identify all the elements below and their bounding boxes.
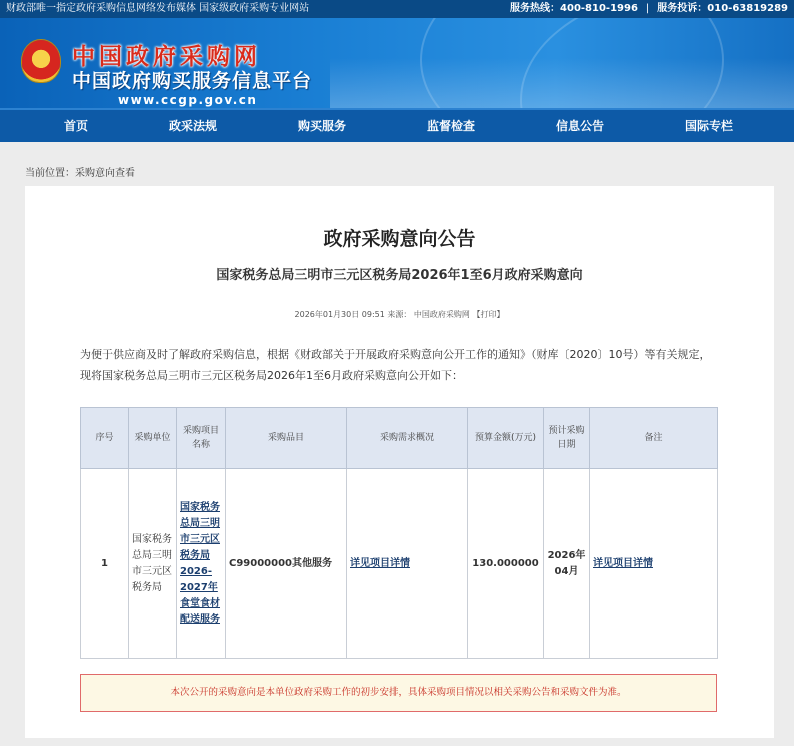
intent-table <box>80 407 718 659</box>
cell-budget: 130.000000 <box>468 469 544 659</box>
col-header-date: 预计采购日期 <box>544 408 590 469</box>
page-subtitle: 国家税务总局三明市三元区税务局2026年1至6月政府采购意向 <box>216 268 583 283</box>
contact-info: 服务热线：400-810-1996 | 服务投诉：010-63819289 <box>510 3 788 14</box>
cell-date: 2026年04月 <box>544 469 590 659</box>
cell-category: C99000000其他服务 <box>226 469 347 659</box>
site-tagline: 财政部唯一指定政府采购信息网络发布媒体 国家级政府采购专业网站 <box>6 3 310 14</box>
logo-subtitle[interactable]: 中国政府购买服务信息平台 <box>72 70 313 92</box>
top-info-bar <box>0 0 794 18</box>
breadcrumb: 当前位置：采购意向查看 <box>25 168 135 179</box>
intro-paragraph: 为便于供应商及时了解政府采购信息，根据《财政部关于开展政府采购意向公开工作的通知》（财库〔2020〕10号）等有关规定，现将国家税务总局三明市三元区税务局2026年1至6月政府采购意向公开如下： <box>80 348 711 382</box>
service-hotline: 服务热线：400-810-1996 <box>510 3 638 14</box>
nav-item-regulations[interactable]: 政采法规 <box>168 119 217 133</box>
col-header-unit: 采购单位 <box>129 408 177 469</box>
site-banner <box>0 18 794 108</box>
nav-item-purchase-services[interactable]: 购买服务 <box>297 119 346 133</box>
article-meta: 2026年01月30日 09:51 来源： 中国政府采购网 【打印】 <box>294 310 505 319</box>
nav-item-home[interactable]: 首页 <box>63 119 88 133</box>
project-name-link[interactable]: 国家税务总局三明市三元区税务局2026-2027年食堂食材配送服务 <box>180 501 220 625</box>
col-header-budget: 预算金额(万元) <box>468 408 544 469</box>
col-header-category: 采购品目 <box>226 408 347 469</box>
table-row <box>81 469 718 659</box>
nav-item-supervision[interactable]: 监督检查 <box>426 119 475 133</box>
service-complaint: 服务投诉：010-63819289 <box>657 3 788 14</box>
remark-detail-link[interactable]: 详见项目详情 <box>593 557 653 569</box>
col-header-project: 采购项目名称 <box>177 408 226 469</box>
cell-index: 1 <box>81 469 129 659</box>
banner-skyline <box>330 58 794 108</box>
page-title: 政府采购意向公告 <box>323 228 476 250</box>
logo-url[interactable]: www.ccgp.gov.cn <box>118 93 258 107</box>
col-header-remark: 备注 <box>590 408 718 469</box>
nav-item-announcements[interactable]: 信息公告 <box>555 119 604 133</box>
col-header-index: 序号 <box>81 408 129 469</box>
table-header-row <box>81 408 718 469</box>
main-nav <box>0 108 794 142</box>
col-header-demand: 采购需求概况 <box>347 408 468 469</box>
nav-item-international[interactable]: 国际专栏 <box>684 119 733 133</box>
national-emblem-icon[interactable]: ★ <box>22 40 60 82</box>
content-panel <box>25 186 774 738</box>
disclaimer-notice: 本次公开的采购意向是本单位政府采购工作的初步安排，具体采购项目情况以相关采购公告和采购文件为准。 <box>80 674 717 712</box>
demand-detail-link[interactable]: 详见项目详情 <box>350 557 410 569</box>
cell-unit: 国家税务总局三明市三元区税务局 <box>129 469 177 659</box>
logo-title[interactable]: 中国政府采购网 <box>72 43 261 70</box>
